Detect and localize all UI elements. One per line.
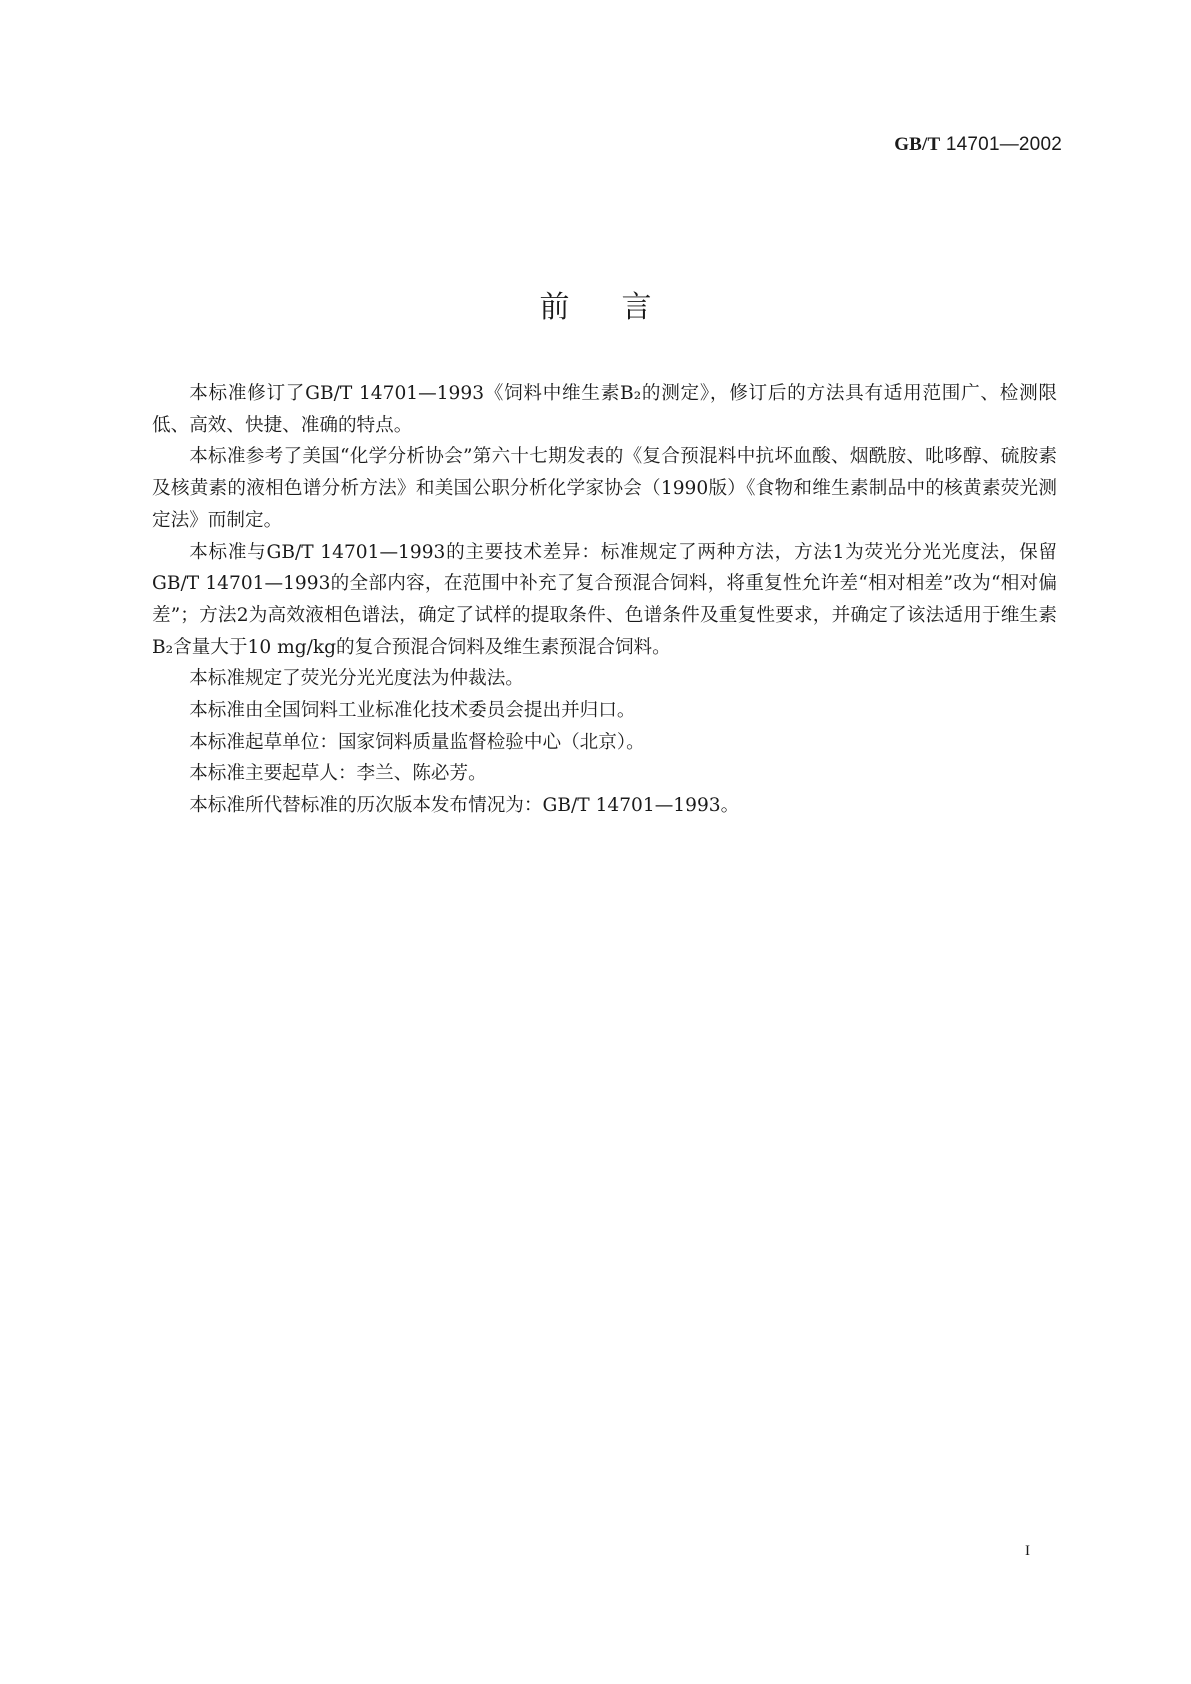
- paragraph-references: 本标准参考了美国“化学分析协会”第六十七期发表的《复合预混料中抗坏血酸、烟酰胺、吡哆醇、硫胺素及核黄素的液相色谱分析方法》和美国公职分析化学家协会（1990版）《食物和维生素制品中的核黄素荧光测定法》而制定。: [152, 446, 1057, 531]
- paragraph-drafters: 本标准主要起草人：李兰、陈必芳。: [189, 763, 487, 785]
- standard-number: 14701—2002: [940, 134, 1062, 155]
- paragraph-differences: 本标准与GB/T 14701—1993的主要技术差异：标准规定了两种方法，方法1为荧光分光光度法，保留GB/T 14701—1993的全部内容，在范围中补充了复合预混合饲料，将重复性允许差“相对相差”改为“相对偏差”；方法2为高效液相色谱法，确定了试样的提取条件、色谱条件及重复性要求，并确定了该法适用于维生素B₂含量大于10 mg/kg的复合预混合饲料及维生素预混合饲料。: [152, 541, 1057, 658]
- paragraph-drafting-unit: 本标准起草单位：国家饲料质量监督检验中心（北京）。: [189, 731, 645, 753]
- paragraph-proposer: 本标准由全国饲料工业标准化技术委员会提出并归口。: [189, 700, 636, 722]
- standard-prefix: GB/T: [894, 134, 941, 155]
- standard-code: [894, 134, 1062, 156]
- paragraph-revision: 本标准修订了GB/T 14701—1993《饲料中维生素B₂的测定》，修订后的方法具有适用范围广、检测限低、高效、快捷、准确的特点。: [152, 383, 1057, 436]
- page-title: 前言: [539, 290, 704, 325]
- foreword-body: [152, 378, 1057, 822]
- page-number: I: [1025, 1543, 1030, 1559]
- paragraph-history: 本标准所代替标准的历次版本发布情况为：GB/T 14701—1993。: [189, 795, 740, 817]
- paragraph-arbitration: 本标准规定了荧光分光光度法为仲裁法。: [189, 668, 524, 690]
